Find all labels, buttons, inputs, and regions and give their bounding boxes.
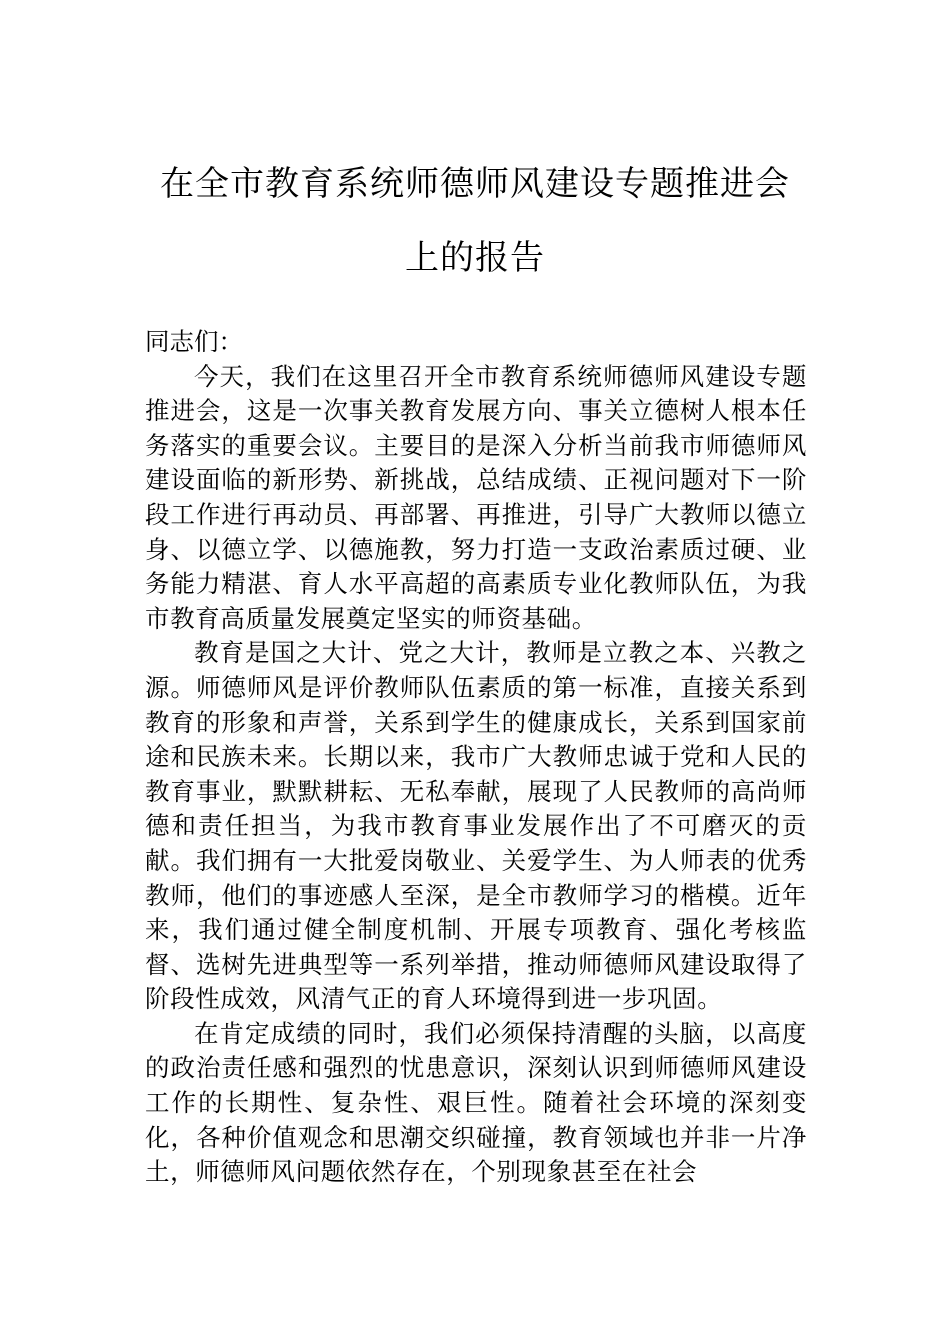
paragraph-1: 今天，我们在这里召开全市教育系统师德师风建设专题推进会，这是一次事关教育发展方向、事关立德树人根本任务落实的重要会议。主要目的是深入分析当前我市师德师风建设面临的新形势、新挑战，总结成绩、正视问题对下一阶段工作进行再动员、再部署、再推进，引导广大教师以德立身、以德立学、以德施教，努力打造一支政治素质过硬、业务能力精湛、育人水平高超的高素质专业化教师队伍，为我市教育高质量发展奠定坚实的师资基础。 (145, 361, 807, 633)
document-title (120, 160, 830, 282)
document-body (145, 325, 807, 1190)
title-line-1: 在全市教育系统师德师风建设专题推进会 (160, 164, 790, 204)
title-line-2: 上的报告 (405, 238, 545, 278)
paragraph-2: 教育是国之大计、党之大计，教师是立教之本、兴教之源。师德师风是评价教师队伍素质的第一标准，直接关系到教育的形象和声誉，关系到学生的健康成长，关系到国家前途和民族未来。长期以来，我市广大教师忠诚于党和人民的教育事业，默默耕耘、无私奉献，展现了人民教师的高尚师德和责任担当，为我市教育事业发展作出了不可磨灭的贡献。我们拥有一大批爱岗敬业、关爱学生、为人师表的优秀教师，他们的事迹感人至深，是全市教师学习的楷模。近年来，我们通过健全制度机制、开展专项教育、强化考核监督、选树先进典型等一系列举措，推动师德师风建设取得了阶段性成效，风清气正的育人环境得到进一步巩固。 (145, 638, 807, 1014)
paragraph-3: 在肯定成绩的同时，我们必须保持清醒的头脑，以高度的政治责任感和强烈的忧患意识，深刻认识到师德师风建设工作的长期性、复杂性、艰巨性。随着社会环境的深刻变化，各种价值观念和思潮交织碰撞，教育领域也并非一片净土，师德师风问题依然存在，个别现象甚至在社会 (145, 1018, 807, 1187)
salutation: 同志们： (145, 327, 243, 356)
